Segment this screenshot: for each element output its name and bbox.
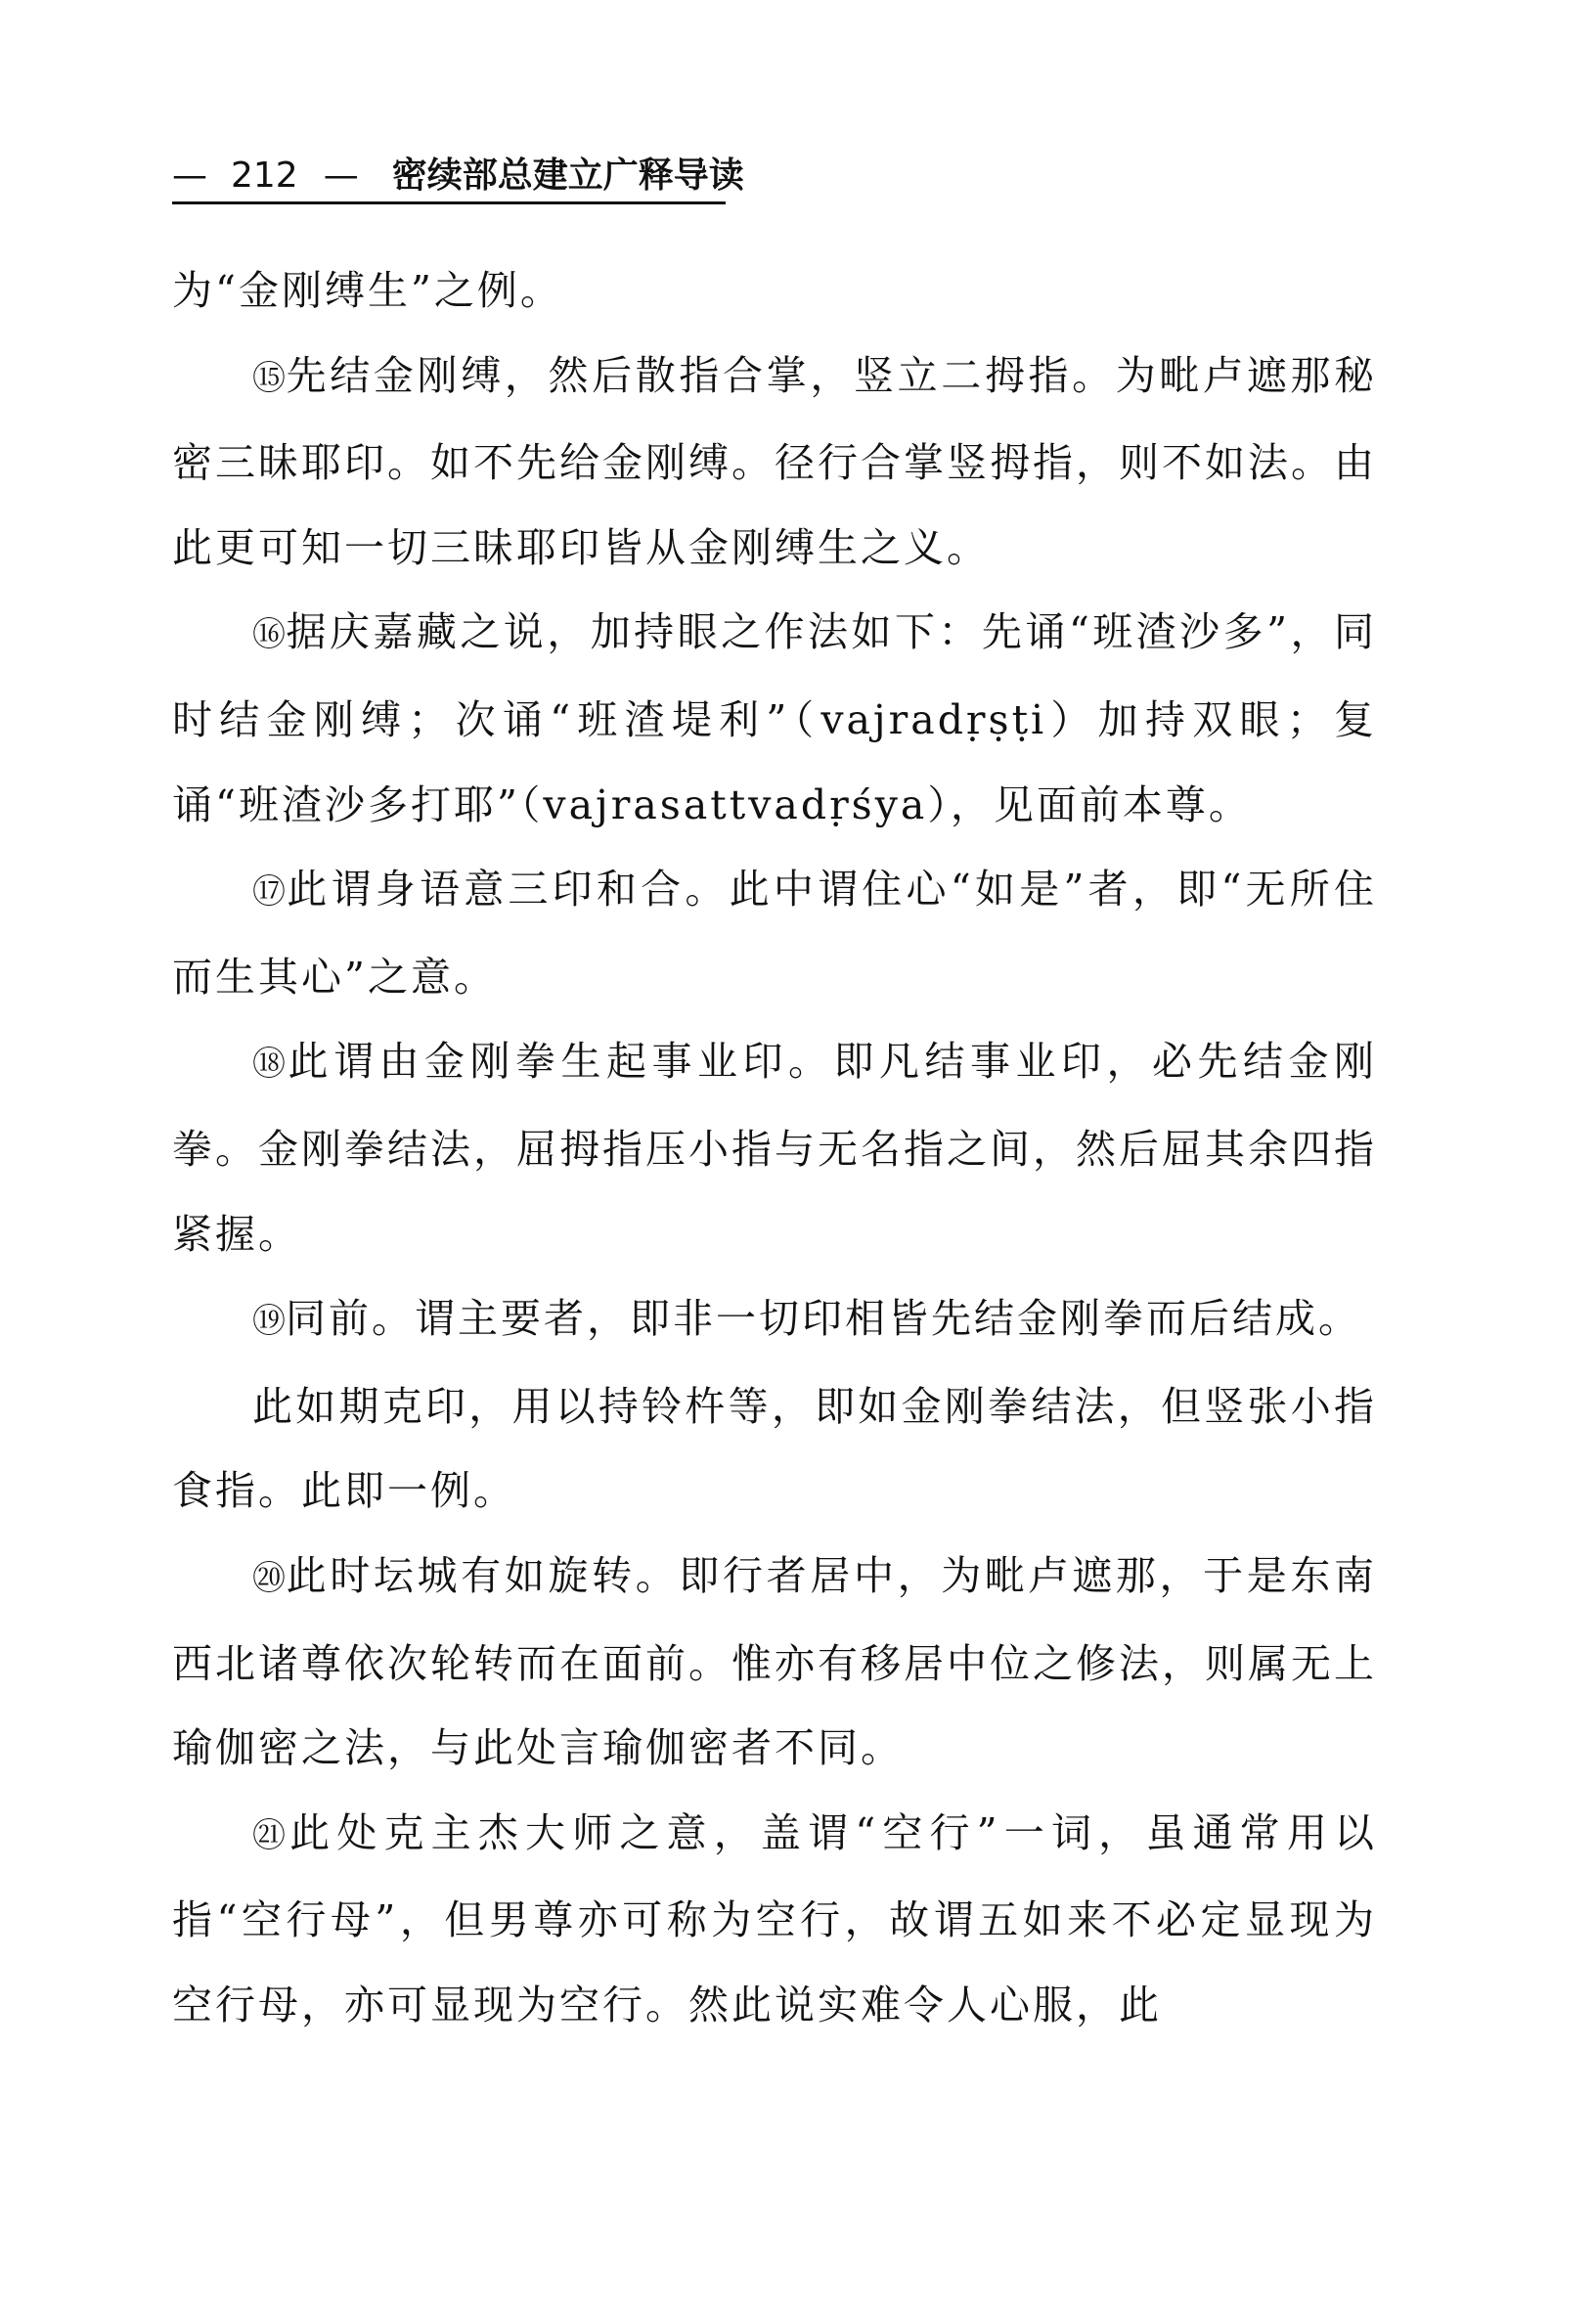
- paragraph-text: 此谓身语意三印和合。此中谓住心“如是”者，即“无所住而生其心”之意。: [172, 866, 1378, 1001]
- note-marker-107: ⑰: [252, 872, 288, 913]
- note-marker-106: ⑯: [252, 615, 287, 655]
- paragraph-text: 为“金刚缚生”之例。: [172, 267, 563, 314]
- note-109: [172, 1276, 1377, 1364]
- paragraph-6: [172, 1364, 1377, 1534]
- header-dash-right: —: [323, 156, 359, 196]
- note-108: [172, 1019, 1377, 1276]
- paragraph-text: 此时坛城有如旋转。即行者居中，为毗卢遮那，于是东南西北诸尊依次轮转而在面前。惟亦有移居中位之修法，则属无上瑜伽密之法，与此处言瑜伽密者不同。: [172, 1551, 1377, 1772]
- running-head: [172, 156, 744, 204]
- paragraph-0: [172, 248, 1377, 334]
- note-marker-111: ㉑: [252, 1815, 290, 1855]
- note-105: [172, 334, 1377, 591]
- note-marker-108: ⑱: [252, 1045, 288, 1085]
- paragraph-text: 据庆嘉藏之说，加持眼之作法如下：先诵“班渣沙多”，同时结金刚缚；次诵“班渣堤利”（vajradṛṣṭi）加持双眼；复诵“班渣沙多打耶”（vajrasattvadṛśya），见面前本尊。: [172, 608, 1378, 828]
- header-dash-left: —: [172, 156, 207, 196]
- note-111: [172, 1791, 1377, 2048]
- note-marker-105: ⑮: [252, 358, 287, 398]
- note-106: [172, 590, 1377, 847]
- paragraph-text: 同前。谓主要者，即非一切印相皆先结金刚拳而后结成。: [286, 1295, 1361, 1343]
- book-title: 密续部总建立广释导读: [391, 156, 744, 196]
- paragraph-text: 此如期克印，用以持铃杵等，即如金刚拳结法，但竖张小指食指。此即一例。: [172, 1382, 1377, 1515]
- note-110: [172, 1534, 1377, 1791]
- page-number: 212: [231, 156, 298, 196]
- paragraph-text: 此谓由金刚拳生起事业印。即凡结事业印，必先结金刚拳。金刚拳结法，屈拇指压小指与无名指之间，然后屈其余四指紧握。: [172, 1038, 1377, 1258]
- paragraph-text: 此处克主杰大师之意，盖谓“空行”一词，虽通常用以指“空行母”，但男尊亦可称为空行，故谓五如来不必定显现为空行母，亦可显现为空行。然此说实难令人心服，此: [172, 1808, 1377, 2028]
- note-marker-109: ⑲: [252, 1302, 286, 1342]
- note-107: [172, 847, 1377, 1019]
- note-marker-110: ⑳: [252, 1558, 287, 1598]
- body-text: [172, 248, 1377, 2047]
- paragraph-text: 先结金刚缚，然后散指合掌，竖立二拇指。为毗卢遮那秘密三昧耶印。如不先给金刚缚。径行合掌竖拇指，则不如法。由此更可知一切三昧耶印皆从金刚缚生之义。: [172, 351, 1377, 571]
